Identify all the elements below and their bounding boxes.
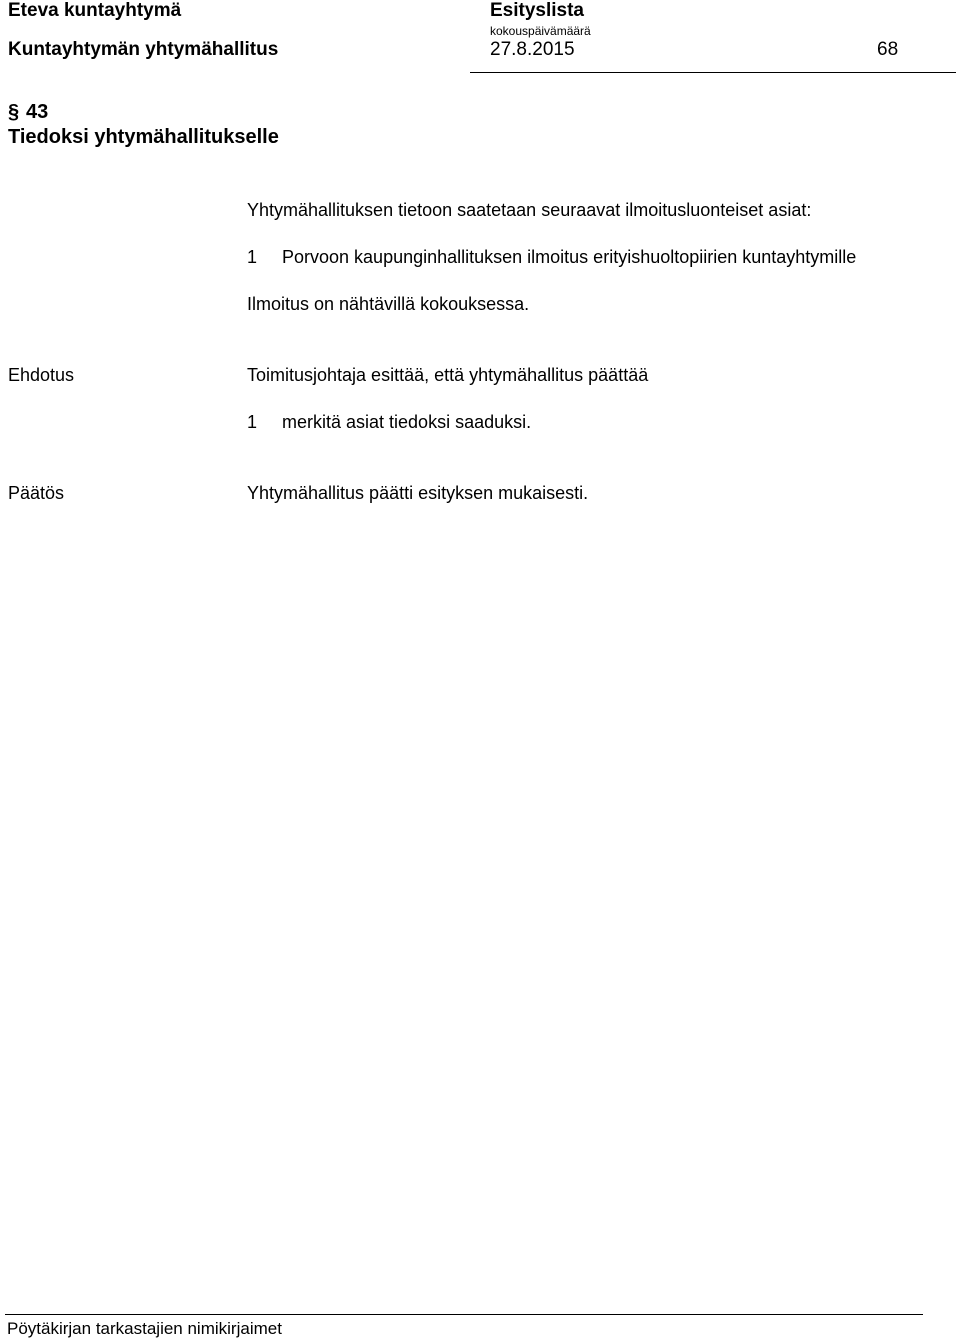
footer-divider: [5, 1314, 923, 1315]
date-caption: kokouspäivämäärä: [490, 24, 591, 38]
proposal-text: Toimitusjohtaja esittää, että yhtymähallitus päättää: [247, 365, 649, 385]
decision-text: Yhtymähallitus päätti esityksen mukaisesti.: [247, 483, 589, 503]
proposal-item-text: merkitä asiat tiedoksi saaduksi.: [282, 412, 532, 432]
proposal-item-number: 1: [247, 412, 258, 432]
page-number: 68: [877, 39, 899, 60]
header-divider: [470, 72, 956, 73]
organization-name: Eteva kuntayhtymä: [8, 0, 182, 21]
body-name: Kuntayhtymän yhtymähallitus: [8, 39, 279, 60]
section-sign-icon: §: [8, 101, 20, 123]
list-item-number: 1: [247, 247, 258, 267]
meeting-date: 27.8.2015: [490, 39, 575, 60]
proposal-label: Ehdotus: [8, 365, 75, 385]
list-item-text: Porvoon kaupunginhallituksen ilmoitus erityishuoltopiirien kuntayhtymille: [282, 247, 857, 267]
document-type: Esityslista: [490, 0, 584, 21]
section-number: 43: [26, 101, 49, 123]
intro-text: Yhtymähallituksen tietoon saatetaan seuraavat ilmoitusluonteiset asiat:: [247, 200, 812, 220]
section-title: Tiedoksi yhtymähallitukselle: [8, 126, 279, 148]
decision-label: Päätös: [8, 483, 65, 503]
signatures-label: Pöytäkirjan tarkastajien nimikirjaimet: [7, 1319, 282, 1338]
availability-note: Ilmoitus on nähtävillä kokouksessa.: [247, 294, 530, 314]
